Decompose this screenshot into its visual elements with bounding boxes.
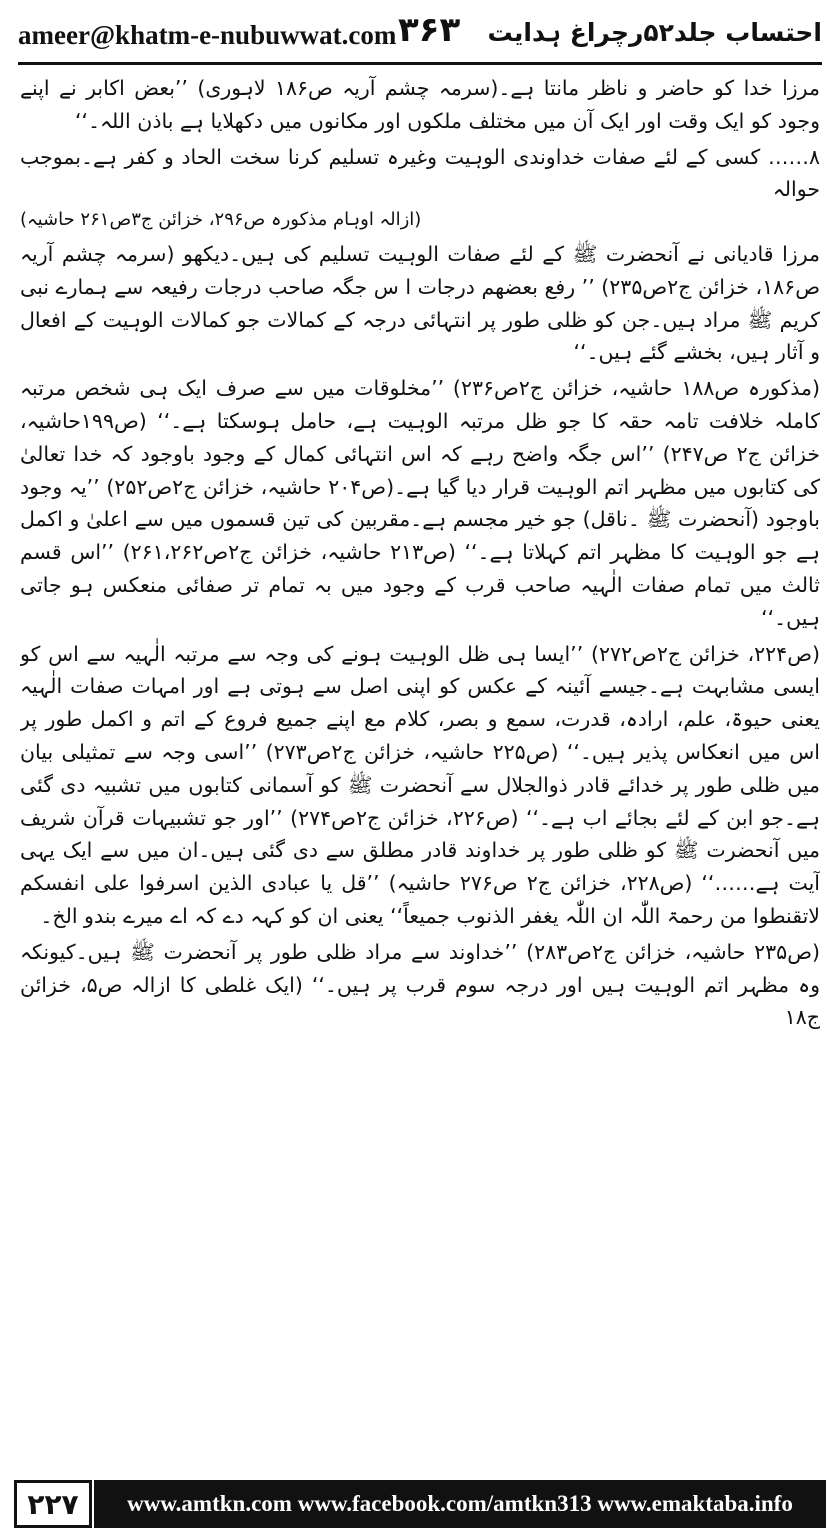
header-email[interactable]: ameer@khatm-e-nubuwwat.com	[18, 20, 397, 50]
citation-izala-auham: (ازالہ اوہام مذکورہ ص۲۹۶، خزائن ج۳ص۲۶۱ حاشیہ)	[20, 209, 422, 231]
paragraph-1: مرزا خدا کو حاضر و ناظر مانتا ہے۔(سرمہ چشم آریہ ص۱۸۶ لاہوری) ’’بعض اکابر نے اپنے وجود کو ایک وقت اور ایک آن میں مختلف ملکوں اور مکانوں میں دکھلایا ہے باذن اللہ۔‘‘	[20, 76, 820, 133]
paragraph-6: (ص۲۳۵ حاشیہ، خزائن ج۲ص۲۸۳) ’’خداوند سے مراد ظلی طور پر آنحضرت ﷺ ہیں۔کیونکہ وہ مظہر اتم الوہیت ہیں اور درجہ سوم قرب پر ہیں۔‘‘ (ایک غلطی کا ازالہ ص۵، خزائن ج۱۸	[20, 939, 820, 1030]
header-rule	[18, 62, 822, 65]
paragraph-2	[20, 141, 820, 235]
paragraph-2-text: ۸…… کسی کے لئے صفات خداوندی الوہیت وغیرہ تسلیم کرنا سخت الحاد و کفر ہے۔بموجب حوالہ	[20, 144, 820, 202]
paragraph-4: (مذکورہ ص۱۸۸ حاشیہ، خزائن ج۲ص۲۳۶) ’’مخلوقات میں سے صرف ایک ہی شخص مرتبہ کاملہ خلافت تامہ حقہ کا جو ظل مرتبہ الوہیت ہے، حامل ہوسکتا ہے۔‘‘ (ص۱۹۹حاشیہ، خزائن ج۲ ص۲۴۷) ’’اس جگہ واضح رہے کہ اس انتہائی کمال کے وجود باوجود کہ خدا تعالیٰ کی کتابوں میں مظہر اتم الوہیت قرار دیا گیا ہے۔(ص۲۰۴ حاشیہ، خزائن ج۲ص۲۵۲) ’’یہ وجود باوجود (آنحضرت ﷺ ۔ناقل) جو خیر مجسم ہے۔مقربین کی تین قسموں میں سے اعلیٰ و اکمل ہے جو الوہیت کا مظہر اتم کہلاتا ہے۔‘‘ (ص۲۱۳ حاشیہ، خزائن ج۲ص۲۶۱،۲۶۲) ’’اس قسم ثالث میں تمام صفات الٰہیہ صاحب قرب کے وجود میں بہ تمام تر صفائی منعکس ہو جاتی ہیں۔‘‘	[20, 376, 820, 630]
footer-page-number: ۲۲۷	[14, 1480, 92, 1528]
header-book-title: احتساب جلد۵۲رچراغ ہدایت	[487, 18, 822, 47]
page-header	[18, 10, 822, 60]
footer-links[interactable]: www.amtkn.com www.facebook.com/amtkn313 www.emaktaba.info	[94, 1480, 826, 1528]
page-body	[20, 72, 820, 1460]
paragraph-5: (ص۲۲۴، خزائن ج۲ص۲۷۲) ’’ایسا ہی ظل الوہیت ہونے کی وجہ سے مرتبہ الٰہیہ سے اس کو ایسی مشابہت ہے۔جیسے آئینہ کے عکس کو اپنی اصل سے ہوتی ہے اور امہات صفات الٰہیہ یعنی حیوۃ، علم، ارادہ، قدرت، سمع و بصر، کلام مع اپنے جمیع فروع کے اتم و اکمل طور پر اس میں انعکاس پذیر ہیں۔‘‘ (ص۲۲۵ حاشیہ، خزائن ج۲ص۲۷۳) ’’اسی وجہ سے تمثیلی بیان میں ظلی طور پر خدائے قادر ذوالجلال سے آنحضرت ﷺ کو آسمانی کتابوں میں تشبیہ دی گئی ہے۔جو ابن کے لئے بجائے اب ہے۔‘‘ (ص۲۲۶، خزائن ج۲ص۲۷۴) ’’اور جو تشبیہات قرآن شریف میں آنحضرت ﷺ کو ظلی طور پر خداوند قادر مطلق سے دی گئی ہیں۔ان میں سے ایک یہی آیت ہے……‘‘ (ص۲۲۸، خزائن ج۲ ص۲۷۶ حاشیہ) ’’قل یا عبادی الذین اسرفوا علی انفسکم لاتقنطوا من رحمۃ اللّٰہ ان اللّٰہ یغفر الذنوب جمیعاً‘‘ یعنی ان کو کہہ دے کہ اے میرے بندو الخ۔	[20, 641, 820, 928]
paragraph-3: مرزا قادیانی نے آنحضرت ﷺ کے لئے صفات الوہیت تسلیم کی ہیں۔دیکھو (سرمہ چشم آریہ ص۱۸۶، خزائن ج۲ص۲۳۵) ’’ رفع بعضھم درجات ا س جگہ صاحب درجات رفیعہ سے ہمارے نبی کریم ﷺ مراد ہیں۔جن کو ظلی طور پر انتہائی درجہ کے کمالات جو کمالات الوہیت کے افعال و آثار ہیں، بخشے گئے ہیں۔‘‘	[20, 241, 820, 365]
page-footer	[14, 1480, 826, 1528]
header-page-number: ۳۶۳	[398, 10, 461, 50]
